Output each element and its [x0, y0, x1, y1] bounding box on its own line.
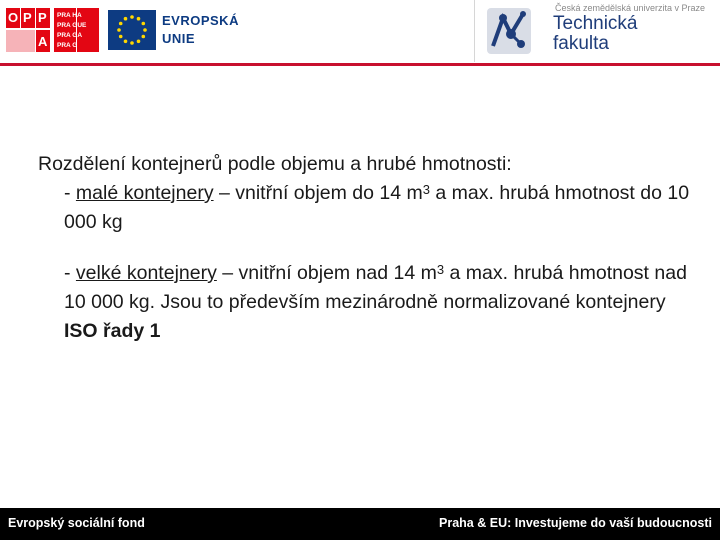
term-small-containers: malé kontejnery [75, 182, 214, 204]
footer-right-text: Praha & EU: Investujeme do vaší budoucnosti [439, 516, 712, 530]
opp-letter-a: A [38, 34, 48, 49]
item-text: a max. hrubá hmotnost nad 10 000 kg. Jsou to především mezinárodně normalizované kontejnery [64, 262, 687, 313]
faculty-university-name: Česká zemědělská univerzita v Praze [555, 3, 706, 13]
faculty-title-line2: fakulta [553, 33, 609, 54]
opp-letter-p2: P [38, 10, 47, 25]
item-text: – vnitřní objem nad 14 m [216, 262, 437, 284]
header [0, 0, 720, 68]
opp-city-line: PRA GUE [57, 22, 87, 29]
eu-logo-line2: UNIE [162, 31, 196, 46]
faculty-emblem-icon [485, 6, 533, 56]
eu-logo-text [162, 12, 239, 48]
faculty-title-line1: Technická [553, 13, 638, 34]
eu-logo [108, 6, 238, 56]
intro-text: Rozdělení kontejnerů podle objemu a hrubé hmotnosti: [38, 153, 512, 175]
footer-left-text: Evropský sociální fond [8, 516, 145, 530]
term-large-containers: velké kontejnery [75, 262, 217, 284]
footer-bar [0, 508, 720, 540]
item-dash: - [64, 262, 76, 284]
opp-city-line: PRA HA [57, 12, 82, 19]
item-text: – vnitřní objem do 14 m [213, 182, 423, 204]
header-divider-gap [0, 66, 720, 68]
superscript: 3 [422, 182, 430, 197]
iso-series-label: ISO řady 1 [64, 320, 161, 342]
superscript: 3 [436, 262, 445, 277]
opp-city-line: PRA GA [57, 32, 83, 39]
eu-flag-icon [108, 10, 156, 50]
faculty-logo [474, 0, 720, 62]
slide-content [38, 150, 698, 346]
opp-letter-p1: P [23, 10, 32, 25]
list-item-large-containers [64, 259, 698, 346]
item-dash: - [64, 182, 76, 204]
opp-city-lines [57, 11, 101, 51]
opp-letter-o: O [8, 10, 19, 25]
opp-praha-logo [4, 6, 104, 56]
opp-city-line: PRA G [57, 42, 78, 49]
eu-logo-line1: EVROPSKÁ [162, 13, 239, 28]
list-item-small-containers [64, 179, 698, 237]
faculty-title [553, 14, 638, 54]
item-text: a max. hrubá hmotnost do 10 000 kg [64, 182, 690, 233]
